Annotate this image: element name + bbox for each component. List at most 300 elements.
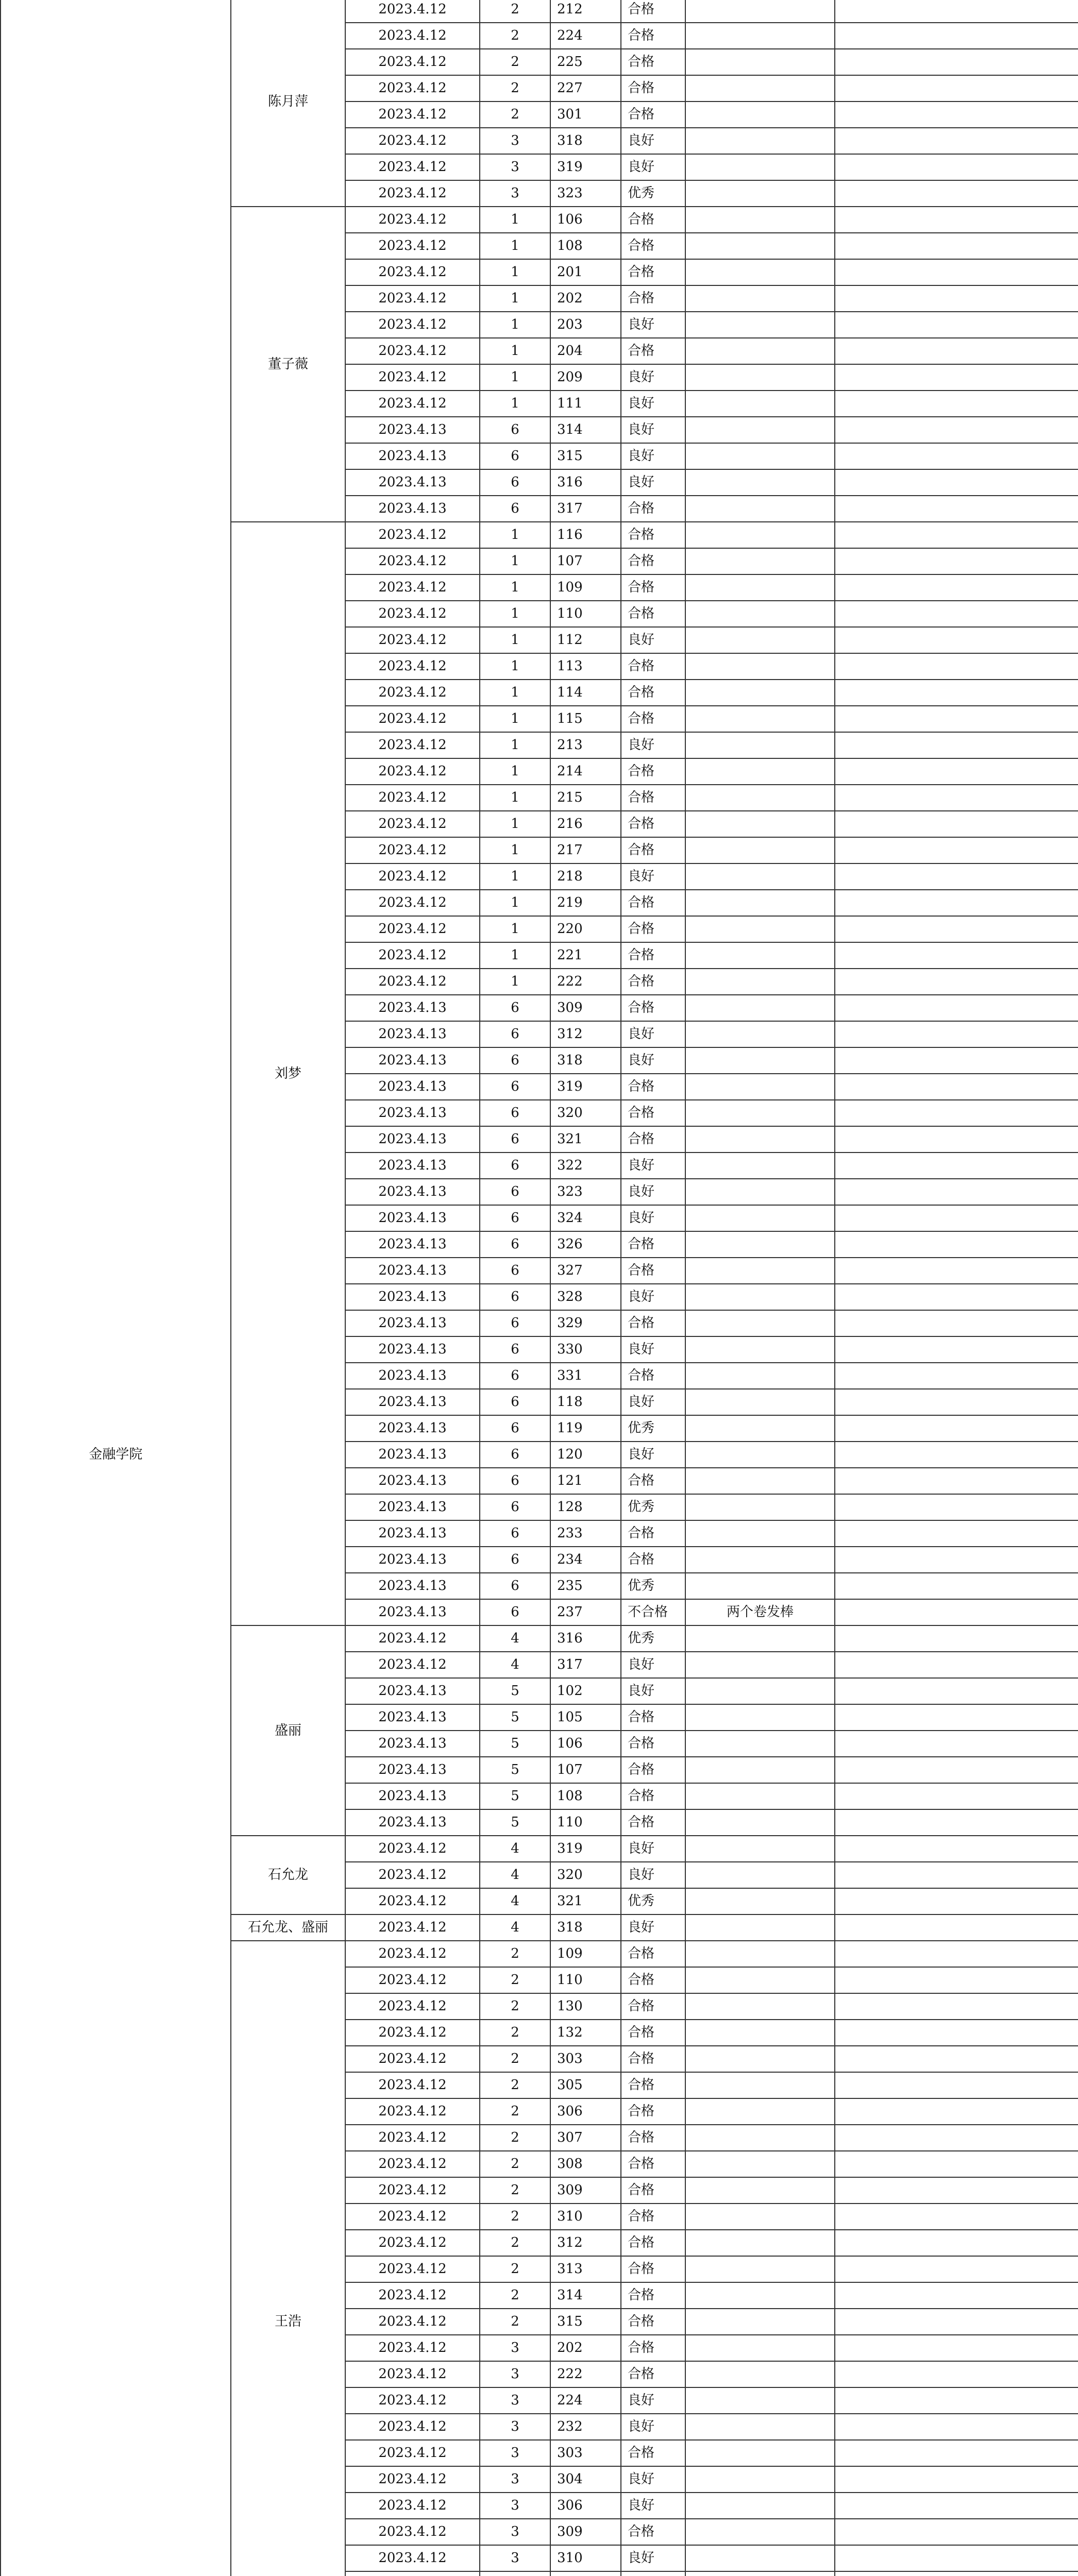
count-cell: 6 <box>480 1205 550 1231</box>
grade-cell: 良好 <box>621 1862 685 1888</box>
count-cell: 4 <box>480 1652 550 1678</box>
extra-cell <box>835 496 1078 522</box>
room-cell: 310 <box>550 2204 621 2230</box>
room-cell: 108 <box>550 233 621 259</box>
note-cell <box>685 1100 835 1126</box>
extra-cell <box>835 338 1078 364</box>
note-cell <box>685 1757 835 1783</box>
grade-cell: 良好 <box>621 469 685 496</box>
grade-cell: 良好 <box>621 1836 685 1862</box>
grade-cell: 合格 <box>621 837 685 863</box>
note-cell <box>685 101 835 128</box>
grade-cell: 合格 <box>621 338 685 364</box>
grade-cell: 良好 <box>621 154 685 180</box>
room-cell: 109 <box>550 574 621 601</box>
extra-cell <box>835 443 1078 469</box>
note-cell <box>685 811 835 837</box>
extra-cell <box>835 1783 1078 1809</box>
grade-cell: 良好 <box>621 1389 685 1415</box>
grade-cell: 合格 <box>621 1100 685 1126</box>
note-cell <box>685 2519 835 2545</box>
date-cell: 2023.4.12 <box>345 969 480 995</box>
count-cell: 4 <box>480 1862 550 1888</box>
date-cell: 2023.4.12 <box>345 2256 480 2282</box>
date-cell: 2023.4.12 <box>345 49 480 75</box>
date-cell: 2023.4.13 <box>345 1757 480 1783</box>
grade-cell: 良好 <box>621 627 685 653</box>
room-cell: 102 <box>550 1678 621 1704</box>
date-cell: 2023.4.12 <box>345 706 480 732</box>
count-cell: 1 <box>480 969 550 995</box>
extra-cell <box>835 1967 1078 1993</box>
count-cell: 6 <box>480 1126 550 1153</box>
date-cell: 2023.4.12 <box>345 548 480 574</box>
date-cell: 2023.4.12 <box>345 2204 480 2230</box>
date-cell: 2023.4.13 <box>345 1494 480 1520</box>
count-cell: 1 <box>480 680 550 706</box>
extra-cell <box>835 2046 1078 2072</box>
grade-cell: 合格 <box>621 1074 685 1100</box>
grade-cell: 合格 <box>621 1547 685 1573</box>
note-cell <box>685 496 835 522</box>
extra-cell <box>835 1862 1078 1888</box>
note-cell <box>685 942 835 969</box>
date-cell: 2023.4.13 <box>345 1153 480 1179</box>
extra-cell <box>835 2361 1078 2387</box>
date-cell: 2023.4.13 <box>345 1678 480 1704</box>
grade-cell: 合格 <box>621 680 685 706</box>
date-cell: 2023.4.13 <box>345 1363 480 1389</box>
room-cell: 318 <box>550 1914 621 1941</box>
grade-cell: 合格 <box>621 1757 685 1783</box>
extra-cell <box>835 1494 1078 1520</box>
extra-cell <box>835 890 1078 916</box>
date-cell: 2023.4.13 <box>345 995 480 1021</box>
count-cell: 2 <box>480 2309 550 2335</box>
room-cell: 329 <box>550 1310 621 1336</box>
extra-cell <box>835 548 1078 574</box>
grade-cell: 合格 <box>621 1520 685 1547</box>
count-cell: 3 <box>480 2545 550 2571</box>
room-cell: 321 <box>550 1888 621 1914</box>
count-cell: 3 <box>480 154 550 180</box>
extra-cell <box>835 75 1078 101</box>
count-cell: 3 <box>480 2414 550 2440</box>
grade-cell: 良好 <box>621 391 685 417</box>
grade-cell: 良好 <box>621 2545 685 2571</box>
grade-cell: 良好 <box>621 1652 685 1678</box>
note-cell <box>685 627 835 653</box>
date-cell: 2023.4.12 <box>345 785 480 811</box>
room-cell: 222 <box>550 2361 621 2387</box>
count-cell: 1 <box>480 285 550 312</box>
count-cell: 5 <box>480 1678 550 1704</box>
note-cell <box>685 0 835 23</box>
count-cell: 1 <box>480 916 550 942</box>
date-cell: 2023.4.12 <box>345 2493 480 2519</box>
grade-cell: 合格 <box>621 811 685 837</box>
room-cell: 315 <box>550 443 621 469</box>
extra-cell <box>835 706 1078 732</box>
note-cell <box>685 23 835 49</box>
count-cell: 2 <box>480 75 550 101</box>
room-cell: 234 <box>550 1547 621 1573</box>
grade-cell: 合格 <box>621 23 685 49</box>
extra-cell <box>835 1520 1078 1547</box>
room-cell: 323 <box>550 180 621 207</box>
extra-cell <box>835 653 1078 680</box>
room-cell: 326 <box>550 1231 621 1258</box>
date-cell: 2023.4.12 <box>345 1967 480 1993</box>
extra-cell <box>835 285 1078 312</box>
note-cell <box>685 1783 835 1809</box>
note-cell <box>685 548 835 574</box>
grade-cell: 合格 <box>621 2335 685 2361</box>
date-cell: 2023.4.12 <box>345 890 480 916</box>
note-cell <box>685 1862 835 1888</box>
note-cell <box>685 890 835 916</box>
extra-cell <box>835 49 1078 75</box>
teacher-cell: 董子薇 <box>231 207 345 522</box>
extra-cell <box>835 1888 1078 1914</box>
extra-cell <box>835 2204 1078 2230</box>
room-cell: 307 <box>550 2125 621 2151</box>
extra-cell <box>835 2493 1078 2519</box>
count-cell: 1 <box>480 312 550 338</box>
note-cell <box>685 2020 835 2046</box>
room-cell: 319 <box>550 1074 621 1100</box>
extra-cell <box>835 417 1078 443</box>
count-cell: 2 <box>480 2204 550 2230</box>
count-cell: 6 <box>480 1415 550 1442</box>
note-cell <box>685 2309 835 2335</box>
extra-cell <box>835 2230 1078 2256</box>
note-cell <box>685 758 835 785</box>
count-cell: 6 <box>480 469 550 496</box>
extra-cell <box>835 1415 1078 1442</box>
grade-cell: 良好 <box>621 863 685 890</box>
grade-cell: 合格 <box>621 522 685 548</box>
note-cell <box>685 338 835 364</box>
date-cell: 2023.4.12 <box>345 942 480 969</box>
grade-cell: 合格 <box>621 574 685 601</box>
room-cell: 225 <box>550 49 621 75</box>
room-cell: 212 <box>550 0 621 23</box>
room-cell: 310 <box>550 2545 621 2571</box>
grade-cell: 合格 <box>621 548 685 574</box>
count-cell: 3 <box>480 2387 550 2414</box>
count-cell: 6 <box>480 1599 550 1625</box>
note-cell <box>685 1363 835 1389</box>
date-cell: 2023.4.12 <box>345 233 480 259</box>
date-cell: 2023.4.12 <box>345 1652 480 1678</box>
count-cell: 1 <box>480 627 550 653</box>
note-cell <box>685 1153 835 1179</box>
date-cell: 2023.4.13 <box>345 1547 480 1573</box>
date-cell: 2023.4.13 <box>345 1573 480 1599</box>
room-cell: 303 <box>550 2440 621 2466</box>
room-cell: 304 <box>550 2466 621 2493</box>
count-cell: 2 <box>480 101 550 128</box>
grade-cell: 良好 <box>621 1021 685 1047</box>
extra-cell <box>835 259 1078 285</box>
note-cell <box>685 128 835 154</box>
date-cell: 2023.4.12 <box>345 23 480 49</box>
note-cell <box>685 1074 835 1100</box>
count-cell: 6 <box>480 1100 550 1126</box>
extra-cell <box>835 2440 1078 2466</box>
date-cell: 2023.4.12 <box>345 2545 480 2571</box>
date-cell: 2023.4.12 <box>345 180 480 207</box>
extra-cell <box>835 1836 1078 1862</box>
count-cell: 2 <box>480 0 550 23</box>
grade-cell: 合格 <box>621 1468 685 1494</box>
count-cell: 2 <box>480 2282 550 2309</box>
extra-cell <box>835 785 1078 811</box>
room-cell: 303 <box>550 2046 621 2072</box>
note-cell <box>685 1284 835 1310</box>
note-cell <box>685 2230 835 2256</box>
date-cell: 2023.4.12 <box>345 364 480 391</box>
grade-cell: 合格 <box>621 1704 685 1731</box>
room-cell: 323 <box>550 1179 621 1205</box>
note-cell <box>685 653 835 680</box>
extra-cell <box>835 522 1078 548</box>
date-cell: 2023.4.12 <box>345 0 480 23</box>
date-cell: 2023.4.13 <box>345 1021 480 1047</box>
note-cell <box>685 2414 835 2440</box>
count-cell: 1 <box>480 259 550 285</box>
room-cell: 305 <box>550 2072 621 2098</box>
room-cell: 201 <box>550 259 621 285</box>
count-cell: 6 <box>480 995 550 1021</box>
date-cell: 2023.4.13 <box>345 1074 480 1100</box>
note-cell <box>685 443 835 469</box>
date-cell: 2023.4.12 <box>345 259 480 285</box>
date-cell: 2023.4.13 <box>345 1415 480 1442</box>
room-cell: 319 <box>550 154 621 180</box>
grade-cell: 合格 <box>621 1783 685 1809</box>
date-cell: 2023.4.12 <box>345 2387 480 2414</box>
count-cell: 6 <box>480 1442 550 1468</box>
count-cell: 2 <box>480 49 550 75</box>
grade-cell: 合格 <box>621 2519 685 2545</box>
note-cell <box>685 680 835 706</box>
date-cell: 2023.4.12 <box>345 837 480 863</box>
note-cell <box>685 1573 835 1599</box>
count-cell: 3 <box>480 2335 550 2361</box>
grade-cell: 良好 <box>621 1914 685 1941</box>
count-cell: 6 <box>480 1047 550 1074</box>
grade-cell: 合格 <box>621 2204 685 2230</box>
count-cell: 3 <box>480 2493 550 2519</box>
note-cell <box>685 2204 835 2230</box>
extra-cell <box>835 969 1078 995</box>
note-cell <box>685 1389 835 1415</box>
date-cell: 2023.4.12 <box>345 653 480 680</box>
room-cell: 309 <box>550 2177 621 2204</box>
room-cell: 209 <box>550 364 621 391</box>
extra-cell <box>835 1914 1078 1941</box>
grade-cell: 良好 <box>621 1284 685 1310</box>
extra-cell <box>835 101 1078 128</box>
date-cell: 2023.4.13 <box>345 1783 480 1809</box>
note-cell <box>685 2151 835 2177</box>
grade-cell: 合格 <box>621 2125 685 2151</box>
grade-cell: 合格 <box>621 0 685 23</box>
extra-cell <box>835 1363 1078 1389</box>
room-cell: 107 <box>550 548 621 574</box>
note-cell <box>685 1967 835 1993</box>
extra-cell <box>835 2466 1078 2493</box>
count-cell: 6 <box>480 1547 550 1573</box>
count-cell: 3 <box>480 128 550 154</box>
room-cell: 224 <box>550 2387 621 2414</box>
grade-cell: 合格 <box>621 2046 685 2072</box>
room-cell: 215 <box>550 785 621 811</box>
count-cell: 1 <box>480 785 550 811</box>
date-cell: 2023.4.12 <box>345 1914 480 1941</box>
date-cell: 2023.4.12 <box>345 1625 480 1652</box>
room-cell: 130 <box>550 1993 621 2020</box>
extra-cell <box>835 391 1078 417</box>
note-cell <box>685 601 835 627</box>
count-cell: 1 <box>480 863 550 890</box>
grade-cell: 合格 <box>621 1231 685 1258</box>
extra-cell <box>835 1941 1078 1967</box>
date-cell: 2023.4.12 <box>345 128 480 154</box>
count-cell: 2 <box>480 2072 550 2098</box>
count-cell: 6 <box>480 1494 550 1520</box>
note-cell <box>685 469 835 496</box>
note-cell <box>685 916 835 942</box>
grade-cell: 优秀 <box>621 1625 685 1652</box>
count-cell: 3 <box>480 2361 550 2387</box>
note-cell <box>685 785 835 811</box>
count-cell: 6 <box>480 1231 550 1258</box>
room-cell: 213 <box>550 732 621 758</box>
grade-cell: 合格 <box>621 2098 685 2125</box>
room-cell <box>550 2571 621 2576</box>
date-cell: 2023.4.12 <box>345 732 480 758</box>
room-cell: 319 <box>550 1836 621 1862</box>
teacher-cell: 陈月萍 <box>231 0 345 207</box>
note-cell <box>685 1258 835 1284</box>
room-cell: 132 <box>550 2020 621 2046</box>
note-cell <box>685 995 835 1021</box>
grade-cell: 合格 <box>621 601 685 627</box>
room-cell: 327 <box>550 1258 621 1284</box>
table-row <box>1 0 1078 23</box>
grade-cell: 合格 <box>621 890 685 916</box>
count-cell: 5 <box>480 1731 550 1757</box>
grade-cell: 良好 <box>621 1153 685 1179</box>
date-cell: 2023.4.12 <box>345 312 480 338</box>
extra-cell <box>835 1231 1078 1258</box>
grade-cell: 合格 <box>621 2282 685 2309</box>
room-cell: 116 <box>550 522 621 548</box>
room-cell: 109 <box>550 1941 621 1967</box>
count-cell: 4 <box>480 1625 550 1652</box>
date-cell: 2023.4.12 <box>345 338 480 364</box>
room-cell: 227 <box>550 75 621 101</box>
extra-cell <box>835 1100 1078 1126</box>
count-cell: 6 <box>480 1074 550 1100</box>
count-cell: 6 <box>480 443 550 469</box>
room-cell: 214 <box>550 758 621 785</box>
room-cell: 237 <box>550 1599 621 1625</box>
date-cell: 2023.4.12 <box>345 2098 480 2125</box>
grade-cell: 良好 <box>621 312 685 338</box>
teacher-cell: 盛丽 <box>231 1625 345 1836</box>
date-cell: 2023.4.13 <box>345 1100 480 1126</box>
count-cell: 1 <box>480 653 550 680</box>
note-cell <box>685 2387 835 2414</box>
college-cell: 金融学院 <box>1 0 231 2576</box>
extra-cell <box>835 128 1078 154</box>
count-cell: 1 <box>480 522 550 548</box>
extra-cell <box>835 2335 1078 2361</box>
grade-cell: 优秀 <box>621 1573 685 1599</box>
note-cell <box>685 259 835 285</box>
note-cell <box>685 1126 835 1153</box>
date-cell: 2023.4.12 <box>345 2177 480 2204</box>
count-cell: 2 <box>480 1993 550 2020</box>
grade-cell: 合格 <box>621 2309 685 2335</box>
note-cell: 两个卷发棒 <box>685 1599 835 1625</box>
extra-cell <box>835 1547 1078 1573</box>
count-cell: 6 <box>480 1310 550 1336</box>
grade-cell: 合格 <box>621 2177 685 2204</box>
date-cell: 2023.4.12 <box>345 2072 480 2098</box>
note-cell <box>685 1468 835 1494</box>
grade-cell: 合格 <box>621 496 685 522</box>
note-cell <box>685 1021 835 1047</box>
note-cell <box>685 1704 835 1731</box>
grade-cell: 合格 <box>621 233 685 259</box>
room-cell: 202 <box>550 285 621 312</box>
extra-cell <box>835 2072 1078 2098</box>
count-cell: 5 <box>480 1757 550 1783</box>
note-cell <box>685 1520 835 1547</box>
note-cell <box>685 1836 835 1862</box>
room-cell: 320 <box>550 1100 621 1126</box>
extra-cell <box>835 312 1078 338</box>
teacher-cell: 石允龙 <box>231 1836 345 1914</box>
extra-cell <box>835 995 1078 1021</box>
extra-cell <box>835 758 1078 785</box>
room-cell: 301 <box>550 101 621 128</box>
room-cell: 315 <box>550 2309 621 2335</box>
room-cell: 308 <box>550 2151 621 2177</box>
extra-cell <box>835 1179 1078 1205</box>
extra-cell <box>835 1126 1078 1153</box>
date-cell: 2023.4.12 <box>345 2335 480 2361</box>
room-cell: 306 <box>550 2493 621 2519</box>
count-cell: 1 <box>480 732 550 758</box>
date-cell: 2023.4.13 <box>345 1258 480 1284</box>
note-cell <box>685 233 835 259</box>
room-cell: 106 <box>550 1731 621 1757</box>
extra-cell <box>835 837 1078 863</box>
count-cell: 1 <box>480 364 550 391</box>
room-cell: 221 <box>550 942 621 969</box>
date-cell: 2023.4.13 <box>345 1731 480 1757</box>
note-cell <box>685 863 835 890</box>
extra-cell <box>835 1205 1078 1231</box>
note-cell <box>685 49 835 75</box>
count-cell: 1 <box>480 811 550 837</box>
